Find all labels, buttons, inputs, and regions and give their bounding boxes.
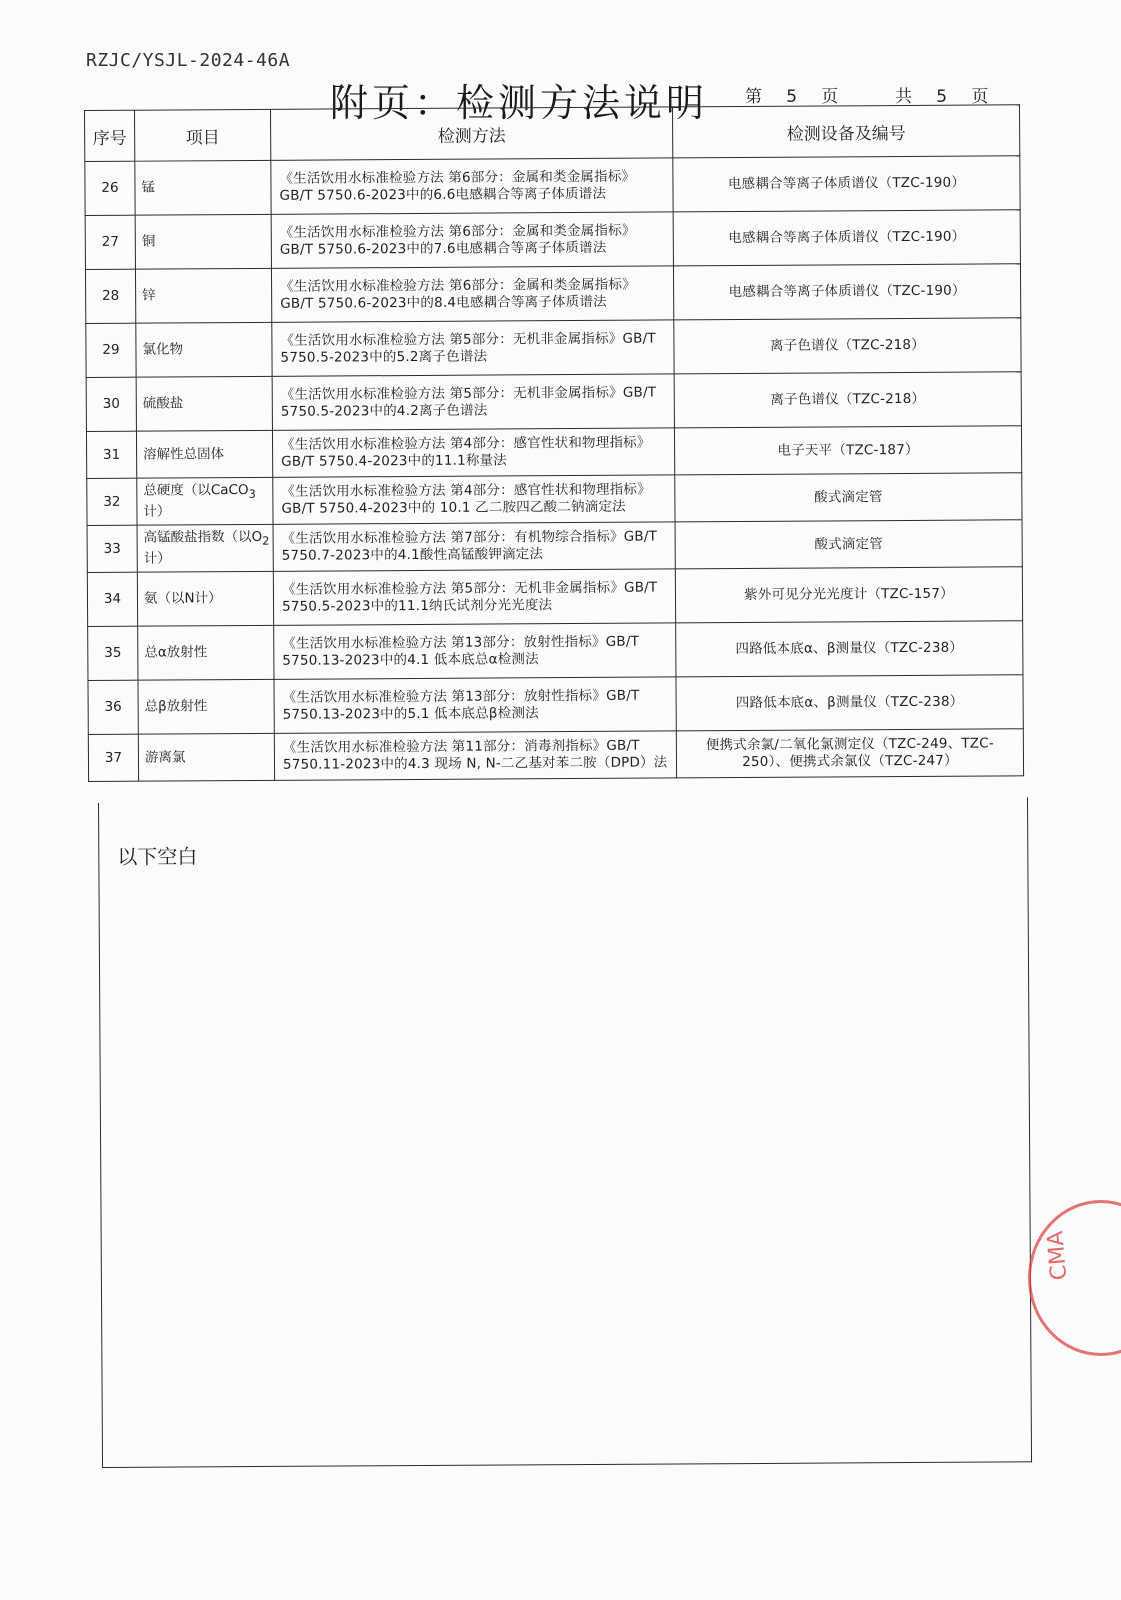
page-info-ye: 页 (821, 87, 841, 107)
row-seq: 28 (85, 269, 135, 323)
row-method: 《生活饮用水标准检验方法 第4部分：感官性状和物理指标》GB/T 5750.4-2023中的11.1称量法 (272, 428, 674, 477)
table-row (87, 473, 1022, 526)
page-info (745, 82, 990, 107)
row-item: 游离氯 (138, 733, 274, 781)
row-method: 《生活饮用水标准检验方法 第11部分：消毒剂指标》GB/T 5750.11-2023中的4.3 现场 N, N-二乙基对苯二胺（DPD）法 (274, 731, 676, 780)
row-equipment: 酸式滴定管 (675, 520, 1022, 569)
table-row (85, 264, 1020, 324)
row-item: 锰 (135, 160, 271, 215)
row-method: 《生活饮用水标准检验方法 第5部分：无机非金属指标》GB/T 5750.5-2023中的5.2离子色谱法 (272, 320, 674, 376)
row-method: 《生活饮用水标准检验方法 第5部分：无机非金属指标》GB/T 5750.5-2023中的11.1纳氏试剂分光光度法 (273, 569, 675, 625)
row-method: 《生活饮用水标准检验方法 第5部分：无机非金属指标》GB/T 5750.5-2023中的4.2离子色谱法 (272, 374, 674, 430)
row-method: 《生活饮用水标准检验方法 第6部分：金属和类金属指标》GB/T 5750.6-2023中的6.6电感耦合等离子体质谱法 (271, 158, 673, 214)
table-row (87, 567, 1022, 627)
row-method: 《生活饮用水标准检验方法 第6部分：金属和类金属指标》GB/T 5750.6-2023中的8.4电感耦合等离子体质谱法 (271, 266, 673, 322)
row-item (137, 524, 273, 572)
row-item: 总β放射性 (138, 679, 274, 734)
blank-note: 以下空白 (117, 844, 198, 869)
methods-table (84, 104, 1024, 782)
row-method: 《生活饮用水标准检验方法 第13部分：放射性指标》GB/T 5750.13-2023中的4.1 低本底总α检测法 (274, 623, 676, 679)
table-row (88, 621, 1023, 681)
row-equipment: 四路低本底α、β测量仪（TZC-238） (676, 675, 1023, 731)
row-item: 总α放射性 (138, 625, 274, 680)
row-seq: 36 (88, 680, 138, 734)
row-equipment: 紫外可见分光光度计（TZC-157） (675, 567, 1022, 623)
page-info-gong: 共 (895, 87, 915, 107)
header-equipment: 检测设备及编号 (672, 105, 1019, 158)
page-total: 5 (936, 87, 950, 107)
row-equipment: 电感耦合等离子体质谱仪（TZC-190） (673, 210, 1020, 266)
row-equipment: 离子色谱仪（TZC-218） (674, 318, 1021, 374)
row-seq: 34 (87, 572, 137, 626)
table-row (85, 156, 1020, 216)
row-item: 溶解性总固体 (136, 430, 272, 478)
row-method: 《生活饮用水标准检验方法 第6部分：金属和类金属指标》GB/T 5750.6-2023中的7.6电感耦合等离子体质谱法 (271, 212, 673, 268)
header-method: 检测方法 (270, 107, 672, 160)
row-seq: 37 (88, 734, 138, 781)
page-title: 附页：检测方法说明 (330, 81, 709, 125)
row-item-text-end: 计） (143, 550, 171, 567)
row-method: 《生活饮用水标准检验方法 第13部分：放射性指标》GB/T 5750.13-2023中的5.1 低本底总β检测法 (274, 677, 676, 733)
row-equipment: 电感耦合等离子体质谱仪（TZC-190） (673, 264, 1020, 320)
row-method: 《生活饮用水标准检验方法 第4部分：感官性状和物理指标》GB/T 5750.4-2023中的 10.1 乙二胺四乙酸二钠滴定法 (273, 475, 675, 524)
row-seq: 33 (87, 525, 137, 572)
row-item: 硫酸盐 (136, 376, 272, 431)
row-seq: 29 (86, 323, 136, 377)
row-item: 氨（以N计） (137, 571, 273, 626)
page-number: 5 (786, 87, 800, 107)
row-item-subscript: 3 (248, 487, 256, 501)
row-seq: 26 (85, 161, 135, 215)
row-item: 氯化物 (136, 322, 272, 377)
row-equipment: 酸式滴定管 (675, 473, 1022, 522)
table-row (86, 372, 1021, 432)
row-item-text: 总硬度（以CaCO (143, 482, 249, 499)
page-info-ye-total: 页 (971, 87, 991, 107)
row-equipment: 离子色谱仪（TZC-218） (674, 372, 1021, 428)
row-item: 铜 (135, 214, 271, 269)
row-seq: 30 (86, 377, 136, 431)
table-row (88, 729, 1023, 782)
document-code: RZJC/YSJL-2024-46A (86, 50, 291, 71)
header-item: 项目 (135, 109, 271, 161)
page-info-di: 第 (745, 87, 764, 107)
table-row (86, 318, 1021, 378)
row-seq: 35 (88, 626, 138, 680)
row-item-text-end: 计） (143, 503, 171, 520)
blank-area (98, 797, 1032, 1468)
table-row (85, 210, 1020, 270)
row-equipment: 四路低本底α、β测量仪（TZC-238） (676, 621, 1023, 677)
row-item: 锌 (135, 268, 271, 323)
table-row (87, 520, 1022, 573)
row-equipment: 电感耦合等离子体质谱仪（TZC-190） (673, 156, 1020, 212)
row-seq: 32 (87, 478, 137, 525)
official-seal (1028, 1200, 1121, 1356)
row-item-text: 高锰酸盐指数（以O (143, 529, 263, 546)
header-seq: 序号 (85, 110, 135, 161)
table-row (88, 675, 1023, 735)
row-equipment: 电子天平（TZC-187） (674, 426, 1021, 475)
row-item-subscript: 2 (262, 534, 270, 548)
seal-text: CMA (1043, 1229, 1073, 1282)
row-equipment: 便携式余氯/二氧化氯测定仪（TZC-249、TZC-250）、便携式余氯仪（TZC-247） (676, 729, 1023, 778)
table-row (86, 426, 1021, 479)
row-item (137, 477, 273, 525)
row-seq: 27 (85, 215, 135, 269)
row-method: 《生活饮用水标准检验方法 第7部分：有机物综合指标》GB/T 5750.7-2023中的4.1酸性高锰酸钾滴定法 (273, 522, 675, 571)
row-seq: 31 (86, 431, 136, 478)
